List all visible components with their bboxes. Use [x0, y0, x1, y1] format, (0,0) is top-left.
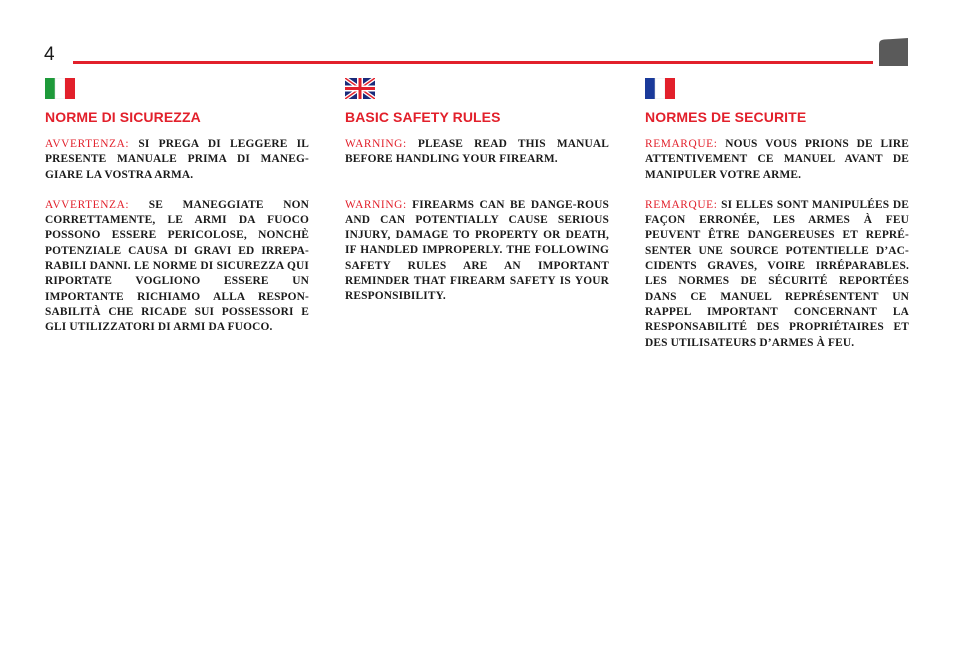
- paragraph-text: SI PREGA DI LEGGERE IL PRESENTE MANUALE PRIMA DI MANEG-GIARE LA VOSTRA ARMA.: [45, 138, 309, 181]
- section-title: NORMES DE SECURITE: [645, 109, 807, 125]
- paragraph: [345, 137, 609, 168]
- italy-flag-icon: [45, 78, 75, 99]
- paragraph-text: PLEASE READ THIS MANUAL BEFORE HANDLING YOUR FIREARM.: [345, 138, 609, 166]
- column-italian: [45, 78, 309, 351]
- paragraph-text: NOUS VOUS PRIONS DE LIRE ATTENTIVEMENT CE MANUEL AVANT DE MANIPULER VOTRE ARME.: [645, 138, 909, 181]
- paragraph: [45, 198, 309, 336]
- paragraph: [45, 137, 309, 183]
- uk-flag-icon: [345, 78, 375, 99]
- paragraph-text: SI ELLES SONT MANIPULÉES DE FAÇON ERRONÉE, LES ARMES À FEU PEUVENT ÊTRE DANGEREUSES ET REPRÉ-SENTER UNE SOURCE POTENTIELLE D’AC-CIDENTS GRAVES, VOIRE IRRÉPARABLES. LES NORMES DE SÉCURITÉ REPORTÉES DANS CE MANUEL REPRÉSENTENT UN RAPPEL IMPORTANT CONCERNANT LA RESPONSABILITÉ DES PROPRIÉTAIRES ET DES UTILISATEURS D’ARMES À FEU.: [645, 198, 909, 349]
- paragraph-text: FIREARMS CAN BE DANGE-ROUS AND CAN POTENTIALLY CAUSE SERIOUS INJURY, DAMAGE TO PROPERTY OR DEATH, IF HANDLED IMPROPERLY. THE FOLLOWING SAFETY RULES ARE AN IMPORTANT REMINDER THAT FIREARM SAFETY IS YOUR RESPONSIBILITY.: [345, 198, 609, 303]
- warning-label: AVVERTENZA:: [45, 198, 130, 211]
- paragraph: [645, 137, 909, 183]
- section-title: NORME DI SICUREZZA: [45, 109, 201, 125]
- header-rule: [73, 61, 873, 64]
- paragraph-text: SE MANEGGIATE NON CORRETTAMENTE, LE ARMI DA FUOCO POSSONO ESSERE PERICOLOSE, NONCHÈ POTENZIALE CAUSA DI GRAVI ED IRREPA-RABILI DANNI. LE NORME DI SICUREZZA QUI RIPORTATE VOGLIONO ESSERE UN IMPORTANTE RICHIAMO ALLA RESPON-SABILITÀ CHE RICADE SUI POSSESSORI E GLI UTILIZZATORI DI ARMI DA FUOCO.: [45, 198, 309, 334]
- warning-label: AVVERTENZA:: [45, 138, 130, 150]
- france-flag-icon: [645, 78, 675, 99]
- warning-label: REMARQUE:: [645, 138, 718, 150]
- corner-tab-icon: [879, 38, 908, 66]
- warning-label: WARNING:: [345, 198, 407, 211]
- section-title: BASIC SAFETY RULES: [345, 109, 501, 125]
- column-french: [645, 78, 909, 366]
- warning-label: REMARQUE:: [645, 198, 718, 211]
- paragraph: [345, 198, 609, 305]
- paragraph: [645, 198, 909, 351]
- page-number: 4: [44, 44, 55, 65]
- warning-label: WARNING:: [345, 138, 407, 150]
- column-english: [345, 78, 609, 320]
